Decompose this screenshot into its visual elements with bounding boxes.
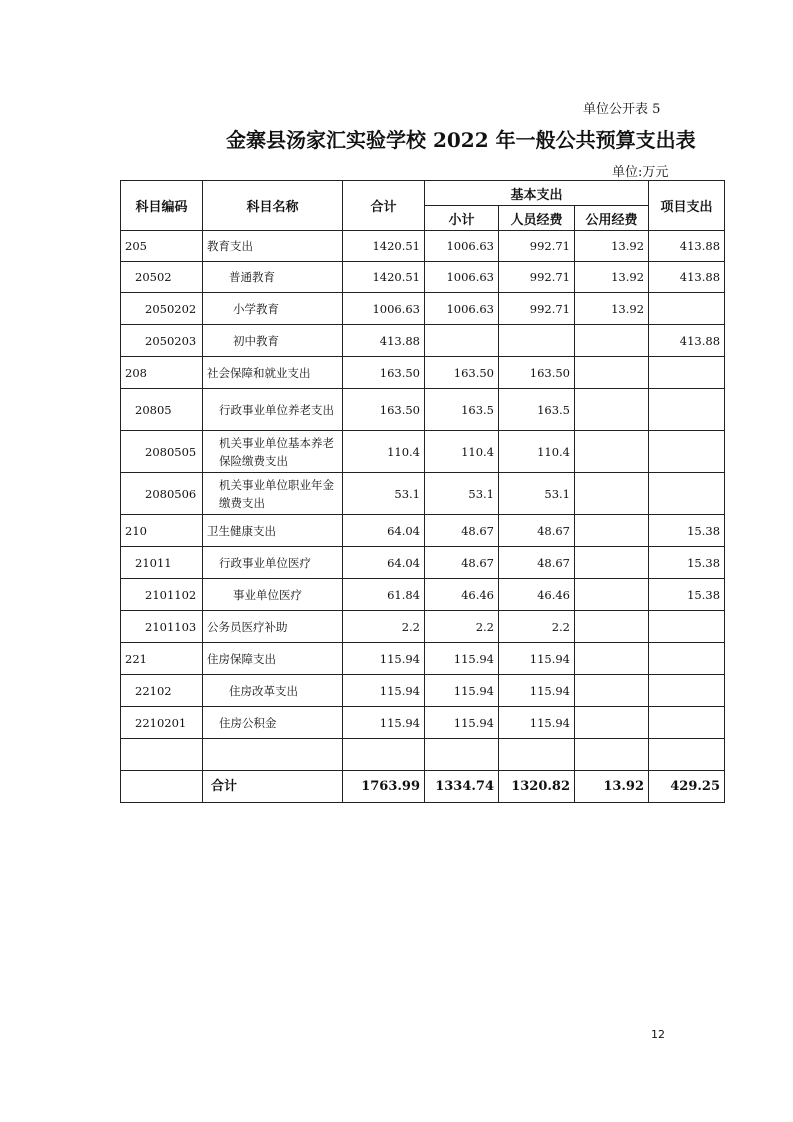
row-project — [649, 473, 725, 515]
unit-label: 单位:万元 — [612, 165, 669, 180]
row-personnel: 2.2 — [499, 611, 575, 643]
row-code: 21011 — [121, 547, 203, 579]
row-subtotal: 53.1 — [425, 473, 499, 515]
empty-cell — [121, 739, 203, 771]
row-total: 1006.63 — [343, 293, 425, 325]
header-row-1 — [121, 181, 725, 206]
row-public — [575, 357, 649, 389]
row-subtotal: 1006.63 — [425, 293, 499, 325]
row-public — [575, 389, 649, 431]
row-project — [649, 707, 725, 739]
row-personnel: 48.67 — [499, 515, 575, 547]
row-name: 机关事业单位基本养老保险缴费支出 — [203, 431, 343, 473]
row-name: 普通教育 — [203, 262, 343, 293]
row-code: 2210201 — [121, 707, 203, 739]
row-name: 初中教育 — [203, 325, 343, 357]
table-row — [121, 707, 725, 739]
row-total: 1420.51 — [343, 231, 425, 262]
row-personnel: 110.4 — [499, 431, 575, 473]
row-total: 110.4 — [343, 431, 425, 473]
row-personnel: 992.71 — [499, 293, 575, 325]
table-row — [121, 389, 725, 431]
page-number: 12 — [651, 1028, 665, 1041]
row-total: 1420.51 — [343, 262, 425, 293]
header-total: 合计 — [343, 181, 425, 231]
row-subtotal: 115.94 — [425, 643, 499, 675]
row-project — [649, 357, 725, 389]
table-row — [121, 547, 725, 579]
row-project: 15.38 — [649, 515, 725, 547]
table-row — [121, 473, 725, 515]
row-name: 社会保障和就业支出 — [203, 357, 343, 389]
total-personnel: 1320.82 — [499, 771, 575, 803]
row-personnel: 48.67 — [499, 547, 575, 579]
row-subtotal: 115.94 — [425, 675, 499, 707]
row-total: 115.94 — [343, 707, 425, 739]
row-subtotal: 48.67 — [425, 547, 499, 579]
row-personnel — [499, 325, 575, 357]
row-public — [575, 707, 649, 739]
row-personnel: 992.71 — [499, 231, 575, 262]
table-row — [121, 262, 725, 293]
row-subtotal: 1006.63 — [425, 262, 499, 293]
row-personnel: 115.94 — [499, 643, 575, 675]
header-basic: 基本支出 — [425, 181, 649, 206]
row-personnel: 163.50 — [499, 357, 575, 389]
row-personnel: 992.71 — [499, 262, 575, 293]
row-total: 163.50 — [343, 389, 425, 431]
row-name: 行政事业单位医疗 — [203, 547, 343, 579]
row-project: 413.88 — [649, 231, 725, 262]
row-public — [575, 611, 649, 643]
empty-cell — [343, 739, 425, 771]
row-total: 115.94 — [343, 675, 425, 707]
table-number-label: 单位公开表 5 — [583, 102, 661, 117]
header-code: 科目编码 — [121, 181, 203, 231]
row-project: 413.88 — [649, 325, 725, 357]
page-title: 金寨县汤家汇实验学校 2022 年一般公共预算支出表 — [226, 128, 696, 152]
table-row — [121, 611, 725, 643]
total-public: 13.92 — [575, 771, 649, 803]
row-code: 20805 — [121, 389, 203, 431]
row-public — [575, 643, 649, 675]
row-code: 22102 — [121, 675, 203, 707]
table-row — [121, 643, 725, 675]
row-code: 2080506 — [121, 473, 203, 515]
row-subtotal: 2.2 — [425, 611, 499, 643]
row-project — [649, 293, 725, 325]
row-name: 事业单位医疗 — [203, 579, 343, 611]
row-subtotal — [425, 325, 499, 357]
row-project — [649, 431, 725, 473]
row-project — [649, 675, 725, 707]
row-code: 2080505 — [121, 431, 203, 473]
row-public: 13.92 — [575, 262, 649, 293]
row-code: 2101103 — [121, 611, 203, 643]
table-row — [121, 675, 725, 707]
empty-cell — [575, 739, 649, 771]
table-row — [121, 431, 725, 473]
row-public — [575, 579, 649, 611]
empty-cell — [425, 739, 499, 771]
row-total: 2.2 — [343, 611, 425, 643]
total-project: 429.25 — [649, 771, 725, 803]
row-public — [575, 547, 649, 579]
total-code-cell — [121, 771, 203, 803]
row-name: 住房公积金 — [203, 707, 343, 739]
header-name: 科目名称 — [203, 181, 343, 231]
row-project: 15.38 — [649, 547, 725, 579]
row-code: 2050203 — [121, 325, 203, 357]
row-project — [649, 389, 725, 431]
row-subtotal: 115.94 — [425, 707, 499, 739]
row-total: 163.50 — [343, 357, 425, 389]
row-total: 64.04 — [343, 547, 425, 579]
total-label: 合计 — [203, 771, 343, 803]
row-code: 221 — [121, 643, 203, 675]
row-public — [575, 325, 649, 357]
row-personnel: 115.94 — [499, 675, 575, 707]
row-name: 行政事业单位养老支出 — [203, 389, 343, 431]
row-subtotal: 48.67 — [425, 515, 499, 547]
row-subtotal: 46.46 — [425, 579, 499, 611]
row-code: 2101102 — [121, 579, 203, 611]
row-name: 小学教育 — [203, 293, 343, 325]
row-name: 教育支出 — [203, 231, 343, 262]
row-subtotal: 110.4 — [425, 431, 499, 473]
row-subtotal: 163.50 — [425, 357, 499, 389]
row-personnel: 46.46 — [499, 579, 575, 611]
table-row — [121, 357, 725, 389]
empty-cell — [499, 739, 575, 771]
row-code: 210 — [121, 515, 203, 547]
header-personnel: 人员经费 — [499, 206, 575, 231]
row-project — [649, 643, 725, 675]
table-row — [121, 515, 725, 547]
row-personnel: 53.1 — [499, 473, 575, 515]
row-total: 413.88 — [343, 325, 425, 357]
row-personnel: 163.5 — [499, 389, 575, 431]
row-name: 住房改革支出 — [203, 675, 343, 707]
row-total: 64.04 — [343, 515, 425, 547]
row-code: 205 — [121, 231, 203, 262]
header-project: 项目支出 — [649, 181, 725, 231]
total-amount: 1763.99 — [343, 771, 425, 803]
row-subtotal: 163.5 — [425, 389, 499, 431]
header-subtotal: 小计 — [425, 206, 499, 231]
row-public: 13.92 — [575, 293, 649, 325]
row-total: 53.1 — [343, 473, 425, 515]
total-subtotal: 1334.74 — [425, 771, 499, 803]
row-project — [649, 611, 725, 643]
row-project: 15.38 — [649, 579, 725, 611]
row-subtotal: 1006.63 — [425, 231, 499, 262]
row-code: 208 — [121, 357, 203, 389]
row-total: 115.94 — [343, 643, 425, 675]
row-public — [575, 675, 649, 707]
row-project: 413.88 — [649, 262, 725, 293]
empty-row — [121, 739, 725, 771]
table-row — [121, 579, 725, 611]
row-total: 61.84 — [343, 579, 425, 611]
row-name: 卫生健康支出 — [203, 515, 343, 547]
table-row — [121, 293, 725, 325]
total-row — [121, 771, 725, 803]
row-code: 20502 — [121, 262, 203, 293]
row-personnel: 115.94 — [499, 707, 575, 739]
budget-table — [120, 180, 725, 803]
table-row — [121, 325, 725, 357]
row-code: 2050202 — [121, 293, 203, 325]
row-name: 公务员医疗补助 — [203, 611, 343, 643]
empty-cell — [649, 739, 725, 771]
row-name: 机关事业单位职业年金缴费支出 — [203, 473, 343, 515]
row-public — [575, 473, 649, 515]
table-row — [121, 231, 725, 262]
header-public: 公用经费 — [575, 206, 649, 231]
empty-cell — [203, 739, 343, 771]
row-public: 13.92 — [575, 231, 649, 262]
row-name: 住房保障支出 — [203, 643, 343, 675]
row-public — [575, 431, 649, 473]
row-public — [575, 515, 649, 547]
